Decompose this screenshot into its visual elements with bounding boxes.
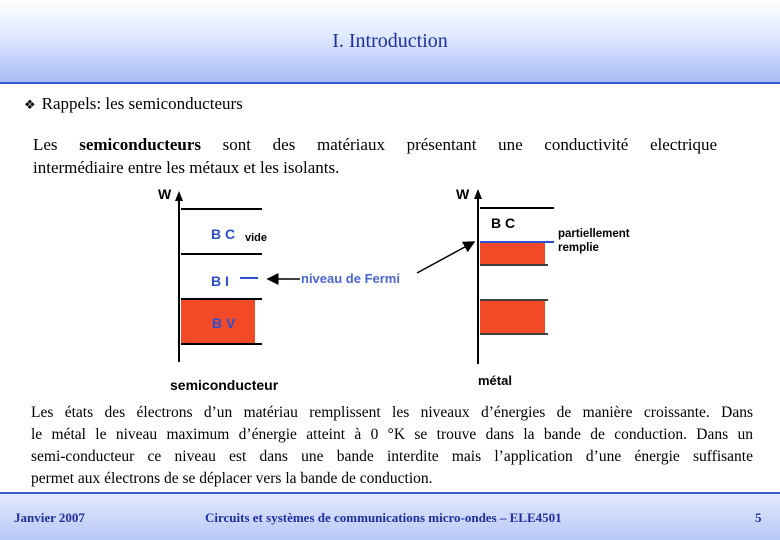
metal-axis-label: W <box>456 186 470 202</box>
metal-caption: métal <box>478 373 512 388</box>
body-line: semi-conducteur ce niveau est dans une bande interdite mais l’application d’une énergie suffisante <box>31 448 753 465</box>
intro-prefix: Les <box>33 135 80 154</box>
footer-page-number: 5 <box>755 510 762 525</box>
semiconductor-bc-label: B C <box>211 226 236 242</box>
metal-valence-band <box>480 301 545 333</box>
bullet-heading-text: Rappels: les semiconducteurs <box>41 94 243 113</box>
intro-line-2: intermédiaire entre les métaux et les isolants. <box>33 158 340 177</box>
diamond-bullet-icon: ❖ <box>24 98 36 113</box>
slide-footer <box>0 494 780 540</box>
intro-suffix: sont des matériaux présentant une conductivité electrique <box>201 135 717 154</box>
footer-course: Circuits et systèmes de communications micro-ondes – ELE4501 <box>205 510 562 525</box>
metal-partially-filled-band <box>480 243 545 264</box>
metal-note-line-2: remplie <box>558 242 599 254</box>
body-line: le métal le niveau maximum d’énergie atteint à 0 °K se trouve dans la bande de conduction. Dans un <box>31 426 753 443</box>
semiconductor-caption: semiconducteur <box>170 377 279 393</box>
semiconductor-bi-label: B I <box>211 273 229 289</box>
metal-axis-arrow-icon <box>474 189 482 199</box>
body-line: Les états des électrons d’un matériau remplissent les niveaux d’énergies de manière croissante. Dans <box>31 404 753 421</box>
intro-bold-term: semiconducteurs <box>79 135 202 154</box>
slide-title: I. Introduction <box>332 30 448 52</box>
semiconductor-axis-arrow-icon <box>175 191 183 201</box>
semiconductor-bc-note: vide <box>245 232 268 244</box>
fermi-level-label: niveau de Fermi <box>301 271 400 286</box>
semiconductor-axis-label: W <box>158 186 172 202</box>
body-paragraph <box>31 402 753 490</box>
footer-date: Janvier 2007 <box>14 510 85 525</box>
metal-note-line-1: partiellement <box>558 228 630 240</box>
fermi-arrow-right <box>417 242 474 273</box>
metal-bc-label: B C <box>491 215 516 231</box>
semiconductor-bv-label: B V <box>212 315 236 331</box>
body-line: permet aux électrons de se déplacer vers la bande de conduction. <box>31 470 433 487</box>
